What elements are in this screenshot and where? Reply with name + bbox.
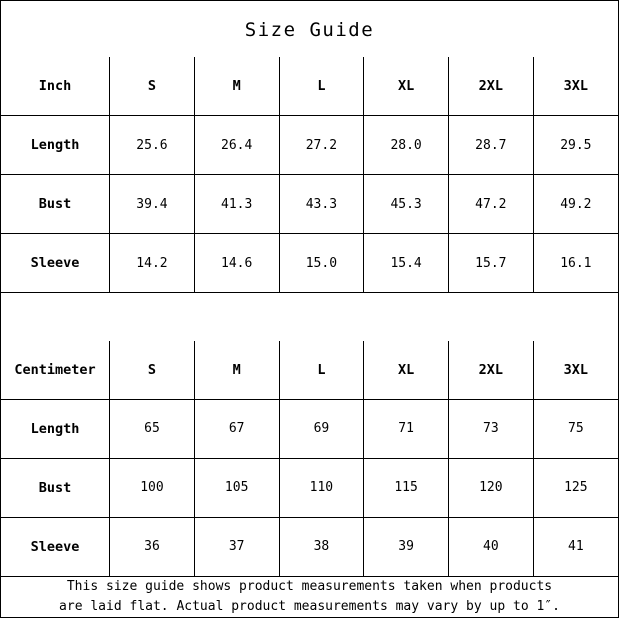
cell: 69 <box>279 399 364 458</box>
footer-note <box>1 577 618 617</box>
cell: 49.2 <box>533 175 618 234</box>
table-header-row <box>1 341 618 400</box>
cell: 27.2 <box>279 116 364 175</box>
column-header-l: L <box>279 341 364 400</box>
row-label-bust: Bust <box>1 458 110 517</box>
cell: 26.4 <box>194 116 279 175</box>
column-header-xl: XL <box>364 57 449 116</box>
footer-line-2: are laid flat. Actual product measurements may vary by up to 1″. <box>59 598 560 614</box>
footer-line-1: This size guide shows product measurements taken when products <box>66 578 553 594</box>
cell: 15.0 <box>279 234 364 293</box>
cell: 73 <box>448 399 533 458</box>
cell: 15.4 <box>364 234 449 293</box>
page-title: Size Guide <box>244 19 375 41</box>
row-label-length: Length <box>1 116 110 175</box>
cell: 75 <box>533 399 618 458</box>
table-header-row <box>1 57 618 116</box>
cell: 41.3 <box>194 175 279 234</box>
cell: 67 <box>194 399 279 458</box>
cell: 14.6 <box>194 234 279 293</box>
row-label-sleeve: Sleeve <box>1 234 110 293</box>
cell: 29.5 <box>533 116 618 175</box>
table-row <box>1 399 618 458</box>
cell: 45.3 <box>364 175 449 234</box>
table-row <box>1 517 618 576</box>
cell: 39.4 <box>110 175 195 234</box>
cell: 47.2 <box>448 175 533 234</box>
column-header-s: S <box>110 341 195 400</box>
cell: 38 <box>279 517 364 576</box>
cell: 16.1 <box>533 234 618 293</box>
cell: 65 <box>110 399 195 458</box>
cell: 100 <box>110 458 195 517</box>
cell: 28.0 <box>364 116 449 175</box>
table-row <box>1 234 618 293</box>
cell: 43.3 <box>279 175 364 234</box>
size-table-inch <box>1 57 618 293</box>
cell: 125 <box>533 458 618 517</box>
column-header-l: L <box>279 57 364 116</box>
cell: 37 <box>194 517 279 576</box>
column-header-s: S <box>110 57 195 116</box>
cell: 15.7 <box>448 234 533 293</box>
unit-label: Centimeter <box>1 341 110 400</box>
table-row <box>1 458 618 517</box>
table-row <box>1 116 618 175</box>
unit-label: Inch <box>1 57 110 116</box>
cell: 14.2 <box>110 234 195 293</box>
cell: 36 <box>110 517 195 576</box>
size-table-centimeter <box>1 341 618 577</box>
row-label-bust: Bust <box>1 175 110 234</box>
cell: 105 <box>194 458 279 517</box>
cell: 39 <box>364 517 449 576</box>
column-header-xl: XL <box>364 341 449 400</box>
cell: 110 <box>279 458 364 517</box>
cell: 120 <box>448 458 533 517</box>
cell: 28.7 <box>448 116 533 175</box>
column-header-3xl: 3XL <box>533 57 618 116</box>
cell: 115 <box>364 458 449 517</box>
cell: 71 <box>364 399 449 458</box>
cell: 25.6 <box>110 116 195 175</box>
column-header-m: M <box>194 341 279 400</box>
row-label-length: Length <box>1 399 110 458</box>
table-separator <box>1 293 618 341</box>
cell: 40 <box>448 517 533 576</box>
column-header-3xl: 3XL <box>533 341 618 400</box>
column-header-m: M <box>194 57 279 116</box>
column-header-2xl: 2XL <box>448 341 533 400</box>
cell: 41 <box>533 517 618 576</box>
row-label-sleeve: Sleeve <box>1 517 110 576</box>
column-header-2xl: 2XL <box>448 57 533 116</box>
table-row <box>1 175 618 234</box>
